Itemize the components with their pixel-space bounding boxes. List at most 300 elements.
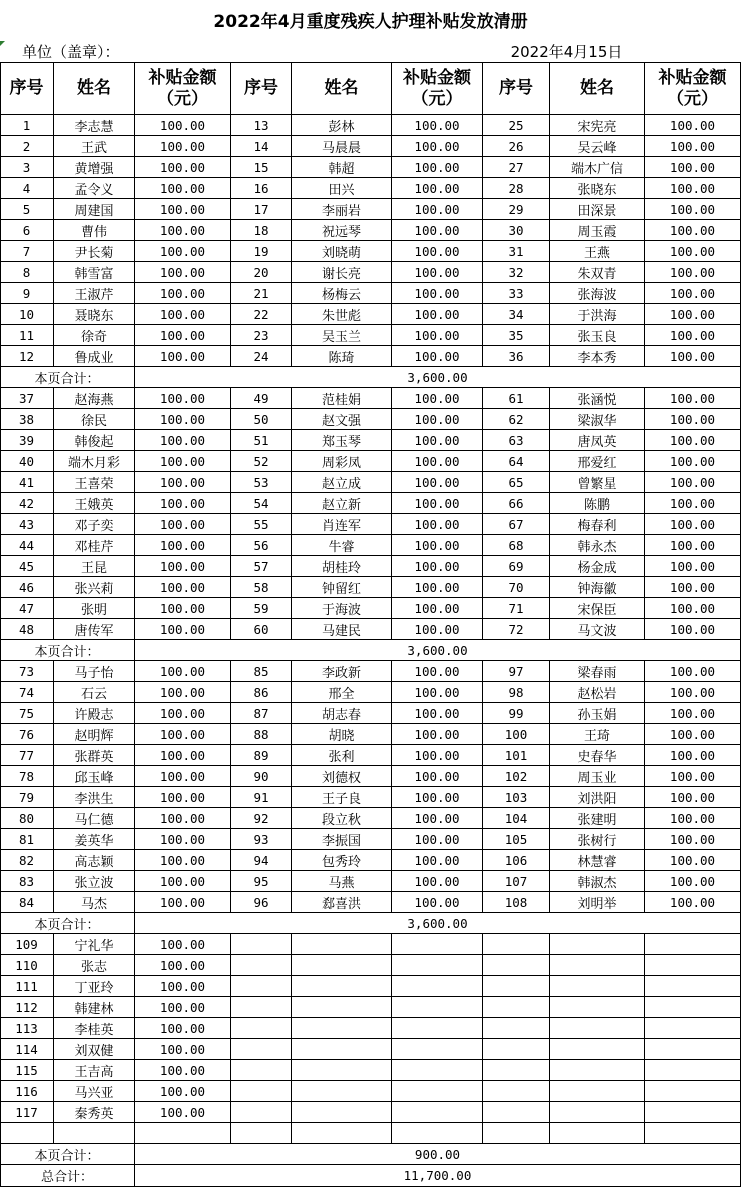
amount-cell: 100.00 [392,283,483,304]
name-cell: 田深景 [550,199,645,220]
seq-cell: 86 [231,682,292,703]
amount-cell: 100.00 [645,871,741,892]
name-cell: 赵立新 [292,493,392,514]
seq-cell: 63 [483,430,550,451]
name-cell: 肖连军 [292,514,392,535]
header-amount: 补贴金额（元） [392,63,483,115]
name-cell: 曾繁星 [550,472,645,493]
name-cell: 王淑芹 [54,283,135,304]
seq-cell: 21 [231,283,292,304]
name-cell: 杨梅云 [292,283,392,304]
amount-cell: 100.00 [392,598,483,619]
seq-cell: 92 [231,808,292,829]
amount-cell: 100.00 [135,661,231,682]
amount-cell: 100.00 [392,703,483,724]
seq-cell [231,955,292,976]
seq-cell [483,1060,550,1081]
seq-cell: 70 [483,577,550,598]
name-cell: 马燕 [292,871,392,892]
seq-cell: 71 [483,598,550,619]
amount-cell [645,934,741,955]
amount-cell: 100.00 [135,871,231,892]
seq-cell: 115 [0,1060,54,1081]
name-cell: 马仁德 [54,808,135,829]
name-cell: 石云 [54,682,135,703]
name-cell: 刘晓萌 [292,241,392,262]
name-cell: 宋保臣 [550,598,645,619]
seq-cell: 109 [0,934,54,955]
name-cell: 周玉业 [550,766,645,787]
seq-cell: 62 [483,409,550,430]
name-cell: 梅春利 [550,514,645,535]
amount-cell: 100.00 [392,388,483,409]
name-cell: 陈鹏 [550,493,645,514]
amount-cell [645,1081,741,1102]
amount-cell: 100.00 [645,283,741,304]
amount-cell: 100.00 [645,766,741,787]
seq-cell: 13 [231,115,292,136]
amount-cell [645,1039,741,1060]
seq-cell: 46 [0,577,54,598]
amount-cell: 100.00 [135,556,231,577]
amount-cell [392,1018,483,1039]
name-cell: 邢全 [292,682,392,703]
amount-cell: 100.00 [645,304,741,325]
name-cell: 马子怡 [54,661,135,682]
amount-cell [645,1060,741,1081]
seq-cell: 66 [483,493,550,514]
amount-cell: 100.00 [392,745,483,766]
amount-cell: 100.00 [392,241,483,262]
name-cell: 王武 [54,136,135,157]
seq-cell: 84 [0,892,54,913]
name-cell: 张晓东 [550,178,645,199]
amount-cell: 100.00 [135,241,231,262]
seq-cell [231,1102,292,1123]
name-cell: 高志颖 [54,850,135,871]
seq-cell: 103 [483,787,550,808]
amount-cell: 100.00 [645,451,741,472]
seq-cell: 56 [231,535,292,556]
seq-cell: 67 [483,514,550,535]
amount-cell: 100.00 [135,1039,231,1060]
name-cell: 刘双健 [54,1039,135,1060]
seq-cell: 54 [231,493,292,514]
seq-cell: 90 [231,766,292,787]
name-cell: 唐传军 [54,619,135,640]
amount-cell: 100.00 [645,514,741,535]
amount-cell: 100.00 [135,430,231,451]
seq-cell: 3 [0,157,54,178]
seq-cell: 94 [231,850,292,871]
amount-cell [645,1102,741,1123]
name-cell [292,1039,392,1060]
amount-cell: 100.00 [392,346,483,367]
seq-cell: 96 [231,892,292,913]
name-cell: 刘明举 [550,892,645,913]
name-cell: 许殿志 [54,703,135,724]
seq-cell: 24 [231,346,292,367]
seq-cell: 49 [231,388,292,409]
amount-cell: 100.00 [135,178,231,199]
amount-cell: 100.00 [392,661,483,682]
seq-cell: 42 [0,493,54,514]
amount-cell [645,1123,741,1144]
name-cell: 刘德权 [292,766,392,787]
amount-cell [392,1081,483,1102]
name-cell: 王喜荣 [54,472,135,493]
amount-cell: 100.00 [392,808,483,829]
name-cell [550,997,645,1018]
name-cell [550,1039,645,1060]
seq-cell: 89 [231,745,292,766]
name-cell: 范桂娟 [292,388,392,409]
seq-cell: 28 [483,178,550,199]
header-name: 姓名 [550,63,645,115]
name-cell: 郑玉琴 [292,430,392,451]
seq-cell [483,1018,550,1039]
amount-cell [135,1123,231,1144]
name-cell: 王燕 [550,241,645,262]
sheet-title: 2022年4月重度残疾人护理补贴发放清册 [213,12,528,32]
seq-cell: 81 [0,829,54,850]
amount-cell: 100.00 [135,115,231,136]
amount-cell: 100.00 [135,1018,231,1039]
name-cell: 张树行 [550,829,645,850]
seq-cell: 29 [483,199,550,220]
header-amount: 补贴金额（元） [645,63,741,115]
seq-cell: 59 [231,598,292,619]
name-cell: 聂晓东 [54,304,135,325]
seq-cell: 34 [483,304,550,325]
name-cell: 秦秀英 [54,1102,135,1123]
amount-cell: 100.00 [135,283,231,304]
subtotal-value: 3,600.00 [135,367,741,388]
amount-cell [392,1102,483,1123]
date-label: 2022年4月15日 [510,43,623,61]
header-seq: 序号 [0,63,54,115]
name-cell [550,1123,645,1144]
name-cell: 孙玉娟 [550,703,645,724]
amount-cell: 100.00 [645,703,741,724]
seq-cell: 61 [483,388,550,409]
amount-cell [392,1060,483,1081]
amount-cell: 100.00 [645,493,741,514]
seq-cell [231,1060,292,1081]
amount-cell: 100.00 [135,1102,231,1123]
seq-cell: 10 [0,304,54,325]
amount-cell [392,997,483,1018]
name-cell: 张立波 [54,871,135,892]
name-cell: 李桂英 [54,1018,135,1039]
amount-cell: 100.00 [135,493,231,514]
name-cell [550,1018,645,1039]
amount-cell: 100.00 [392,220,483,241]
amount-cell: 100.00 [392,535,483,556]
amount-cell: 100.00 [645,535,741,556]
name-cell: 马建民 [292,619,392,640]
subtotal-label: 本页合计： [0,640,135,661]
name-cell [292,1123,392,1144]
amount-cell: 100.00 [645,829,741,850]
amount-cell: 100.00 [392,136,483,157]
name-cell: 周彩凤 [292,451,392,472]
seq-cell: 39 [0,430,54,451]
amount-cell: 100.00 [135,514,231,535]
name-cell: 李丽岩 [292,199,392,220]
amount-cell [645,955,741,976]
seq-cell: 2 [0,136,54,157]
name-cell: 马文波 [550,619,645,640]
name-cell: 韩淑杰 [550,871,645,892]
grand-total-value: 11,700.00 [135,1165,741,1187]
amount-cell: 100.00 [392,556,483,577]
amount-cell: 100.00 [392,766,483,787]
name-cell: 尹长菊 [54,241,135,262]
seq-cell: 31 [483,241,550,262]
name-cell: 马晨晨 [292,136,392,157]
amount-cell [645,997,741,1018]
amount-cell: 100.00 [135,619,231,640]
seq-cell: 60 [231,619,292,640]
amount-cell: 100.00 [135,934,231,955]
seq-cell: 45 [0,556,54,577]
subtotal-value: 3,600.00 [135,913,741,934]
seq-cell: 30 [483,220,550,241]
seq-cell: 20 [231,262,292,283]
amount-cell: 100.00 [392,871,483,892]
amount-cell: 100.00 [645,157,741,178]
amount-cell: 100.00 [135,325,231,346]
seq-cell: 47 [0,598,54,619]
amount-cell: 100.00 [645,115,741,136]
amount-cell [645,1018,741,1039]
seq-cell: 37 [0,388,54,409]
name-cell: 吴云峰 [550,136,645,157]
amount-cell [392,955,483,976]
amount-cell: 100.00 [645,892,741,913]
amount-cell: 100.00 [645,724,741,745]
amount-cell: 100.00 [645,409,741,430]
seq-cell: 79 [0,787,54,808]
name-cell: 唐凤英 [550,430,645,451]
name-cell: 彭林 [292,115,392,136]
name-cell: 张建明 [550,808,645,829]
name-cell: 刘洪阳 [550,787,645,808]
name-cell: 李洪生 [54,787,135,808]
seq-cell: 101 [483,745,550,766]
amount-cell: 100.00 [645,472,741,493]
amount-cell: 100.00 [135,829,231,850]
name-cell [292,955,392,976]
seq-cell: 1 [0,115,54,136]
name-cell: 林慧睿 [550,850,645,871]
name-cell: 徐奇 [54,325,135,346]
amount-cell: 100.00 [392,178,483,199]
amount-cell: 100.00 [135,472,231,493]
subtotal-label: 本页合计： [0,1144,135,1165]
seq-cell [483,934,550,955]
amount-cell: 100.00 [392,682,483,703]
seq-cell: 15 [231,157,292,178]
seq-cell: 4 [0,178,54,199]
seq-cell: 75 [0,703,54,724]
seq-cell [483,1123,550,1144]
name-cell: 韩永杰 [550,535,645,556]
seq-cell: 87 [231,703,292,724]
amount-cell: 100.00 [645,598,741,619]
seq-cell: 36 [483,346,550,367]
seq-cell: 16 [231,178,292,199]
name-cell: 朱世彪 [292,304,392,325]
seq-cell: 104 [483,808,550,829]
name-cell [292,997,392,1018]
seq-cell: 26 [483,136,550,157]
seq-cell [231,997,292,1018]
seq-cell: 9 [0,283,54,304]
grand-total-label: 总合计： [0,1165,135,1187]
name-cell: 田兴 [292,178,392,199]
amount-cell: 100.00 [135,220,231,241]
name-cell [292,1018,392,1039]
name-cell [292,1102,392,1123]
name-cell: 王娥英 [54,493,135,514]
amount-cell: 100.00 [645,808,741,829]
name-cell: 周建国 [54,199,135,220]
seq-cell: 53 [231,472,292,493]
seq-cell: 77 [0,745,54,766]
amount-cell: 100.00 [392,304,483,325]
amount-cell: 100.00 [135,1081,231,1102]
amount-cell [645,976,741,997]
seq-cell: 98 [483,682,550,703]
seq-cell: 38 [0,409,54,430]
unit-label: 单位（盖章）： [22,43,120,61]
seq-cell: 100 [483,724,550,745]
name-cell: 李振国 [292,829,392,850]
amount-cell: 100.00 [135,199,231,220]
seq-cell [231,1123,292,1144]
amount-cell: 100.00 [645,325,741,346]
seq-cell: 43 [0,514,54,535]
name-cell: 赵明辉 [54,724,135,745]
seq-cell: 106 [483,850,550,871]
seq-cell: 91 [231,787,292,808]
seq-cell: 97 [483,661,550,682]
seq-cell: 93 [231,829,292,850]
amount-cell: 100.00 [135,892,231,913]
amount-cell: 100.00 [392,157,483,178]
name-cell: 于海波 [292,598,392,619]
seq-cell: 48 [0,619,54,640]
amount-cell: 100.00 [392,787,483,808]
amount-cell: 100.00 [392,724,483,745]
seq-cell: 80 [0,808,54,829]
amount-cell: 100.00 [135,745,231,766]
name-cell: 邓子奕 [54,514,135,535]
seq-cell: 51 [231,430,292,451]
name-cell: 王吉高 [54,1060,135,1081]
name-cell: 王昆 [54,556,135,577]
amount-cell: 100.00 [135,157,231,178]
amount-cell: 100.00 [392,451,483,472]
name-cell: 包秀玲 [292,850,392,871]
amount-cell: 100.00 [645,787,741,808]
seq-cell: 69 [483,556,550,577]
name-cell: 韩雪富 [54,262,135,283]
name-cell [550,1081,645,1102]
seq-cell [483,997,550,1018]
amount-cell [392,976,483,997]
amount-cell: 100.00 [392,430,483,451]
seq-cell [483,976,550,997]
seq-cell: 113 [0,1018,54,1039]
name-cell: 王琦 [550,724,645,745]
header-seq: 序号 [231,63,292,115]
name-cell: 朱双青 [550,262,645,283]
seq-cell: 112 [0,997,54,1018]
seq-cell: 73 [0,661,54,682]
name-cell: 宁礼华 [54,934,135,955]
amount-cell: 100.00 [135,136,231,157]
name-cell: 王子良 [292,787,392,808]
name-cell: 马杰 [54,892,135,913]
name-cell: 梁淑华 [550,409,645,430]
seq-cell: 108 [483,892,550,913]
seq-cell: 5 [0,199,54,220]
name-cell: 端木月彩 [54,451,135,472]
amount-cell: 100.00 [135,388,231,409]
amount-cell: 100.00 [645,850,741,871]
name-cell: 丁亚玲 [54,976,135,997]
name-cell: 张志 [54,955,135,976]
name-cell: 赵松岩 [550,682,645,703]
seq-cell: 58 [231,577,292,598]
amount-cell: 100.00 [645,619,741,640]
seq-cell: 105 [483,829,550,850]
amount-cell: 100.00 [135,1060,231,1081]
amount-cell: 100.00 [135,808,231,829]
seq-cell [231,1039,292,1060]
amount-cell: 100.00 [135,304,231,325]
name-cell [550,1060,645,1081]
amount-cell: 100.00 [392,514,483,535]
seq-cell: 52 [231,451,292,472]
name-cell: 牛睿 [292,535,392,556]
name-cell: 徐民 [54,409,135,430]
seq-cell: 116 [0,1081,54,1102]
seq-cell [231,1081,292,1102]
seq-cell: 107 [483,871,550,892]
seq-cell [231,976,292,997]
seq-cell: 50 [231,409,292,430]
amount-cell: 100.00 [135,955,231,976]
name-cell: 张群英 [54,745,135,766]
name-cell [550,934,645,955]
amount-cell: 100.00 [135,682,231,703]
amount-cell: 100.00 [135,787,231,808]
name-cell: 孟令义 [54,178,135,199]
seq-cell: 76 [0,724,54,745]
seq-cell: 25 [483,115,550,136]
seq-cell: 41 [0,472,54,493]
amount-cell: 100.00 [135,346,231,367]
amount-cell: 100.00 [392,262,483,283]
name-cell [550,976,645,997]
seq-cell: 68 [483,535,550,556]
amount-cell [392,934,483,955]
seq-cell: 8 [0,262,54,283]
